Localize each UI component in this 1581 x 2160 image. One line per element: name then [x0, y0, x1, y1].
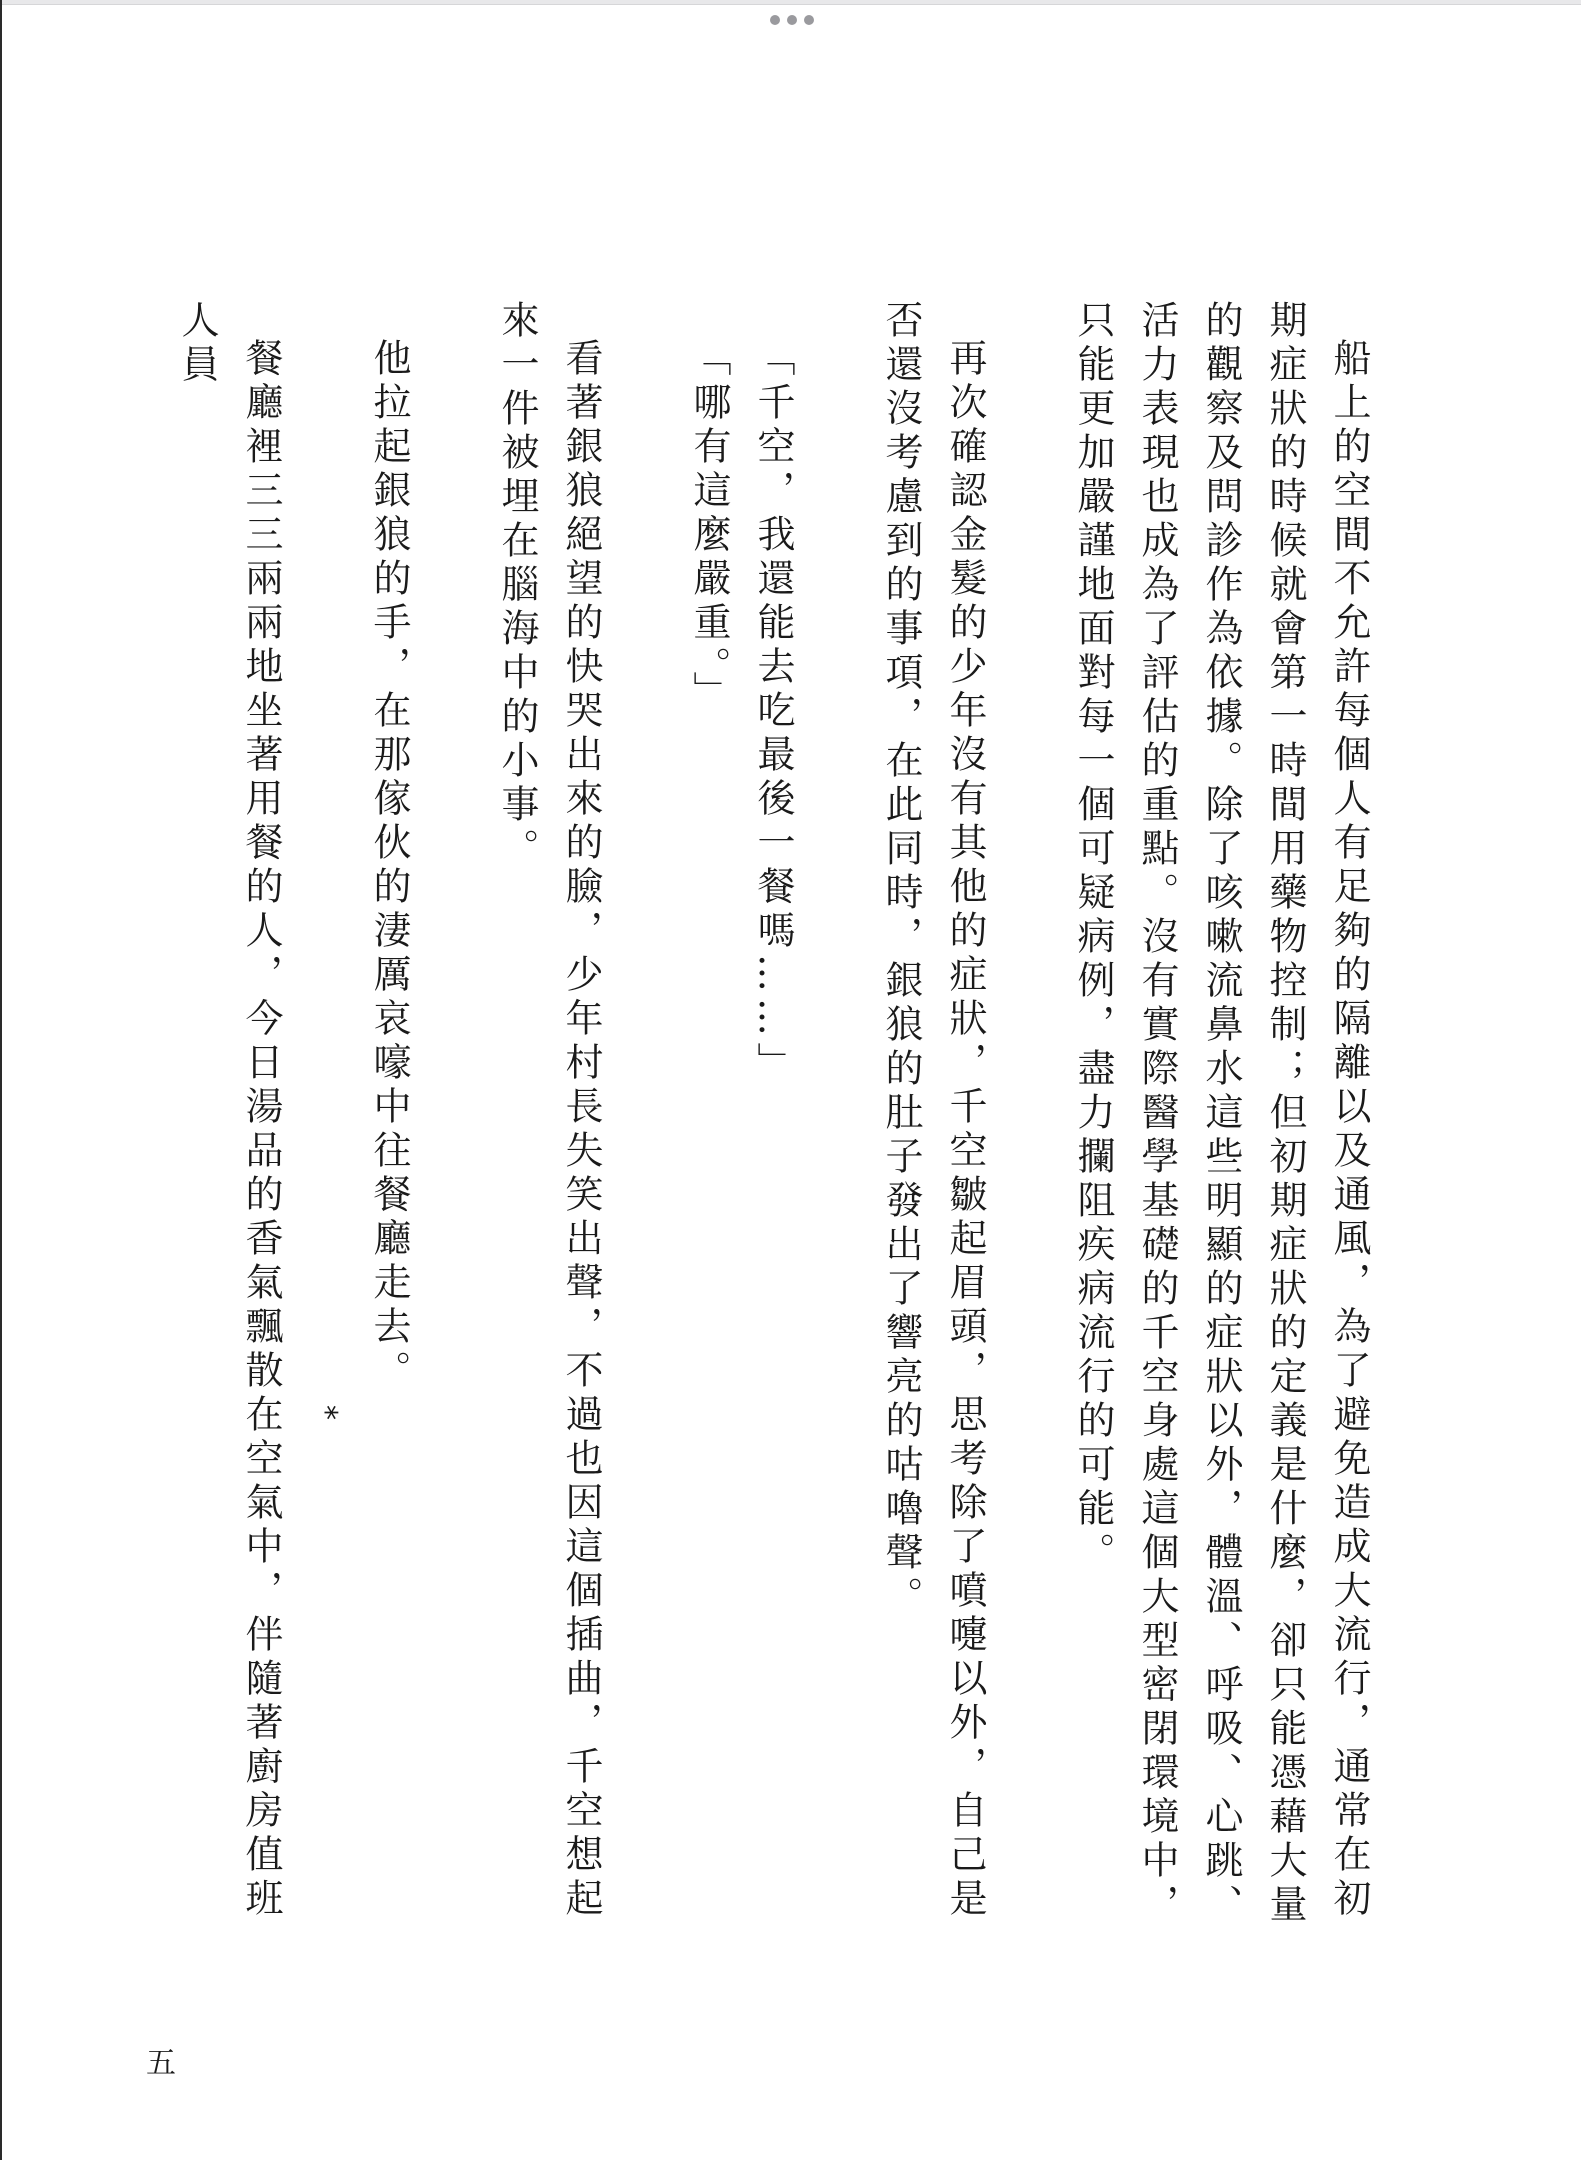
more-options-handle[interactable]	[770, 12, 814, 28]
dot-icon	[787, 15, 797, 25]
page-left-edge	[0, 0, 2, 2160]
paragraph-spacer	[805, 300, 869, 1940]
section-break-asterisk: *	[308, 1404, 343, 1426]
dot-icon	[770, 15, 780, 25]
vertical-text-body	[165, 300, 1381, 1940]
paragraph-1: 船上的空間不允許每個人有足夠的隔離以及通風，為了避免造成大流行，通常在初期症狀的時候就會第一時間用藥物控制；但初期症狀的定義是什麼，卻只能憑藉大量的觀察及問診作為依據。除了咳嗽流鼻水這些明顯的症狀以外，體溫、呼吸、心跳、活力表現也成為了評估的重點。沒有實際醫學基礎的千空身處這個大型密閉環境中，只能更加嚴謹地面對每一個可疑病例，盡力攔阻疾病流行的可能。	[1071, 300, 1371, 1928]
paragraph-3: 看著銀狼絕望的快哭出來的臉，少年村長失笑出聲，不過也因這個插曲，千空想起來一件被埋在腦海中的小事。	[495, 300, 603, 1922]
paragraph-spacer	[997, 300, 1061, 1940]
paragraph-5: 餐廳裡三三兩兩地坐著用餐的人，今日湯品的香氣飄散在空氣中，伴隨著廚房值班人員	[175, 300, 283, 1922]
paragraph-2: 再次確認金髮的少年沒有其他的症狀，千空皺起眉頭，思考除了噴嚏以外，自己是否還沒考慮到的事項，在此同時，銀狼的肚子發出了響亮的咕嚕聲。	[879, 300, 987, 1922]
paragraph-spacer	[613, 300, 677, 1940]
page-number: 五	[146, 2046, 176, 2081]
top-bar-divider	[0, 4, 1581, 5]
paragraph-spacer	[421, 300, 485, 1940]
dot-icon	[804, 15, 814, 25]
dialogue-2: 「哪有這麼嚴重。」	[687, 338, 731, 715]
paragraph-4: 他拉起銀狼的手，在那傢伙的淒厲哀嚎中往餐廳走去。	[367, 338, 411, 1394]
dialogue-1: 「千空，我還能去吃最後一餐嗎……」	[751, 338, 795, 1086]
